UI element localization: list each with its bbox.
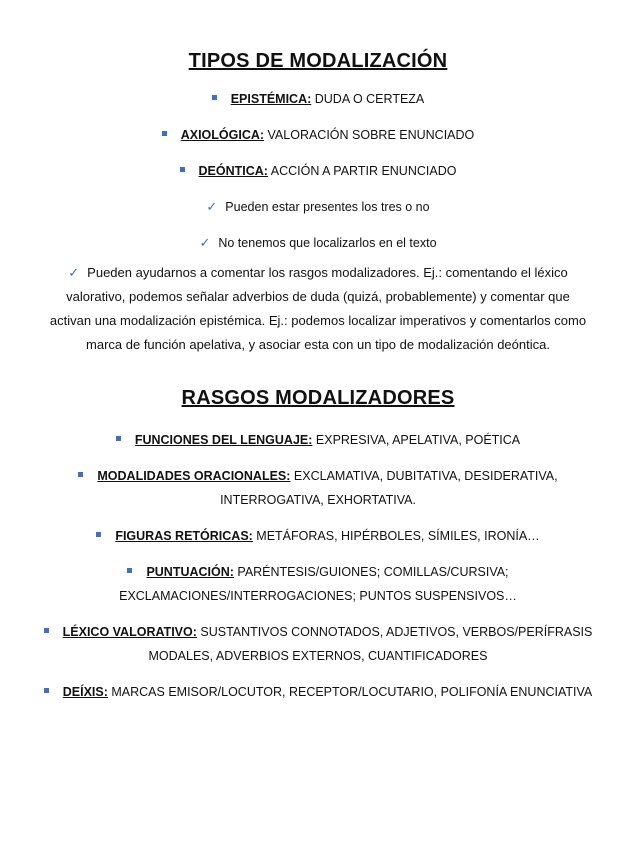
rasgo-text: EXPRESIVA, APELATIVA, POÉTICA: [312, 433, 521, 447]
square-bullet-icon: [44, 628, 49, 633]
tipo-label: EPISTÉMICA:: [230, 92, 312, 106]
rasgo-label: LÉXICO VALORATIVO:: [62, 625, 197, 639]
rasgo-item-lexico: [40, 620, 596, 668]
rasgos-list: [40, 428, 596, 704]
rasgo-item-figuras: [40, 524, 596, 548]
rasgo-item-funciones: [40, 428, 596, 452]
tipo-text: DUDA O CERTEZA: [311, 92, 425, 106]
tipo-label: DEÓNTICA:: [198, 164, 268, 178]
tipo-label: AXIOLÓGICA:: [180, 128, 265, 142]
square-bullet-icon: [96, 532, 101, 537]
rasgo-text: PARÉNTESIS/GUIONES; COMILLAS/CURSIVA; EXCLAMACIONES/INTERROGACIONES; PUNTOS SUSPENSIVOS…: [119, 565, 517, 603]
check-item: [40, 231, 596, 255]
square-bullet-icon: [44, 688, 49, 693]
tipos-list: [40, 87, 596, 357]
explanation-paragraph: [40, 261, 596, 357]
square-bullet-icon: [78, 472, 83, 477]
rasgo-text: METÁFORAS, HIPÉRBOLES, SÍMILES, IRONÍA…: [252, 529, 540, 543]
rasgo-label: FIGURAS RETÓRICAS:: [115, 529, 253, 543]
check-text: Pueden estar presentes los tres o no: [225, 200, 430, 214]
square-bullet-icon: [162, 131, 167, 136]
square-bullet-icon: [116, 436, 121, 441]
paragraph-text: Pueden ayudarnos a comentar los rasgos modalizadores. Ej.: comentando el léxico valorativo, podemos señalar adverbios de duda (quizá, probablemente) y comentar que activan una modalización epistémica. Ej.: podemos localizar imperativos y comentarlos como marca de función apelativa, y asociar esta con un tipo de modalización deóntica.: [49, 265, 587, 352]
tipos-title: TIPOS DE MODALIZACIÓN: [188, 50, 448, 72]
check-text: No tenemos que localizarlos en el texto: [218, 236, 437, 250]
rasgo-text: SUSTANTIVOS CONNOTADOS, ADJETIVOS, VERBOS/PERÍFRASIS MODALES, ADVERBIOS EXTERNOS, CUANTIFICADORES: [148, 625, 593, 663]
tipo-text: VALORACIÓN SOBRE ENUNCIADO: [264, 128, 475, 142]
checkmark-icon: ✓: [199, 235, 211, 250]
rasgos-title: RASGOS MODALIZADORES: [181, 387, 455, 409]
tipo-text: ACCIÓN A PARTIR ENUNCIADO: [267, 164, 457, 178]
rasgo-label: PUNTUACIÓN:: [146, 565, 234, 579]
rasgo-item-puntuacion: [40, 560, 596, 608]
rasgo-label: FUNCIONES DEL LENGUAJE:: [134, 433, 313, 447]
tipo-item-deontica: [40, 159, 596, 183]
square-bullet-icon: [127, 568, 132, 573]
rasgo-text: MARCAS EMISOR/LOCUTOR, RECEPTOR/LOCUTARIO, POLIFONÍA ENUNCIATIVA: [107, 685, 593, 699]
checkmark-icon: ✓: [68, 265, 80, 280]
tipo-item-axiologica: [40, 123, 596, 147]
rasgo-text: EXCLAMATIVA, DUBITATIVA, DESIDERATIVA, INTERROGATIVA, EXHORTATIVA.: [220, 469, 558, 507]
rasgo-item-modalidades: [40, 464, 596, 512]
check-item: [40, 195, 596, 219]
tipo-item-epistemica: [40, 87, 596, 111]
checkmark-icon: ✓: [206, 199, 218, 214]
rasgo-label: DEÍXIS:: [62, 685, 108, 699]
square-bullet-icon: [180, 167, 185, 172]
rasgo-item-deixis: [40, 680, 596, 704]
square-bullet-icon: [212, 95, 217, 100]
rasgo-label: MODALIDADES ORACIONALES:: [97, 469, 291, 483]
